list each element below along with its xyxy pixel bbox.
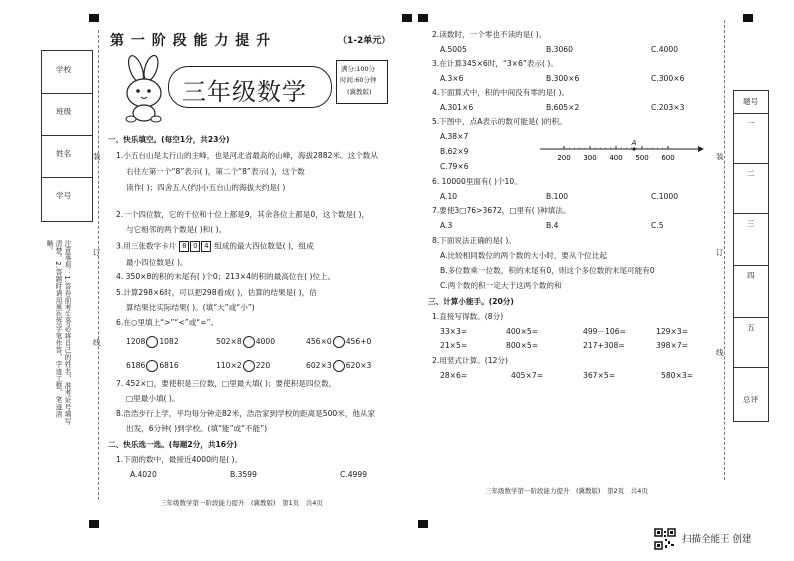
- option-b: B.3060: [546, 45, 573, 54]
- number-line-point: [632, 147, 635, 150]
- compare-item: [306, 360, 371, 372]
- exam-info-box: [336, 60, 388, 104]
- compare-left: 6186: [126, 361, 146, 370]
- vertical-calc-item: 405×7=: [511, 371, 544, 380]
- compare-circle[interactable]: [243, 360, 255, 372]
- compare-right: 6816: [159, 361, 179, 370]
- score-row-4: [734, 265, 768, 318]
- compare-left: 602×3: [306, 361, 332, 370]
- question-1-line3: 读作( )；四舍五入(约)小五台山的海拔大约是( ): [126, 183, 286, 192]
- compare-right: 1082: [159, 337, 179, 346]
- score-row-label: 二: [747, 169, 755, 178]
- option-b: B.4: [546, 221, 559, 230]
- calc-item: 33×3=: [440, 327, 468, 336]
- number-line-tick-label: 300: [583, 154, 597, 162]
- compare-circle[interactable]: [146, 336, 158, 348]
- option-a: A.3: [440, 221, 453, 230]
- option-c: C.5: [651, 221, 664, 230]
- vertical-calc-item: 367×5=: [583, 371, 616, 380]
- option-a: A.3×6: [440, 74, 464, 83]
- choice-question-1: 1.下面的数中，最接近4000的是( )。: [116, 455, 243, 464]
- section-2-title: 二、快乐选一选。(每题2分，共16分): [108, 440, 238, 449]
- score-row-label: 四: [747, 271, 755, 280]
- binding-char: 线: [716, 348, 724, 357]
- info-field-class: [42, 93, 92, 136]
- calc-item: 499－106=: [583, 327, 626, 336]
- compare-item: [216, 360, 270, 372]
- score-total: [734, 367, 768, 419]
- option-c: C.4999: [340, 470, 368, 479]
- section-1-title: 一、快乐填空。(每空1分，共23分): [108, 135, 230, 144]
- option-b: B.多位数乘一位数，积的末尾有0，则这个多位数的末尾可能有0: [440, 266, 655, 275]
- option-a: A.5005: [440, 45, 467, 54]
- binding-line: [98, 30, 99, 500]
- question-1: 1.小五台山是太行山的主峰，也是河北省最高的山峰，海拔2882米。这个数从: [116, 151, 378, 160]
- option-b: B.605×2: [546, 103, 580, 112]
- registration-mark: [89, 14, 99, 22]
- info-field-number: [42, 177, 92, 220]
- compare-item: [126, 336, 179, 348]
- option-c: C.1000: [651, 192, 679, 201]
- binding-line: [724, 20, 725, 480]
- choice-question-7: 7.要使3□76>3672，□里有( )种填法。: [432, 206, 571, 215]
- number-line-tick-label: 500: [635, 154, 649, 162]
- choice-question-2: 2.读数时，一个零也不读的是( )。: [432, 30, 547, 39]
- score-table-header-text: 题号: [743, 97, 759, 106]
- question-1-line2: 右往左第一个“8”表示( )，第二个“8”表示( )，这个数: [126, 167, 305, 176]
- registration-mark: [743, 14, 753, 22]
- info-field-name: [42, 135, 92, 178]
- digit-card: 4: [201, 241, 211, 252]
- number-line-tick-label: 400: [609, 154, 623, 162]
- calc-item: 800×5=: [506, 341, 539, 350]
- question-7-line2: □里最小填( )。: [126, 394, 180, 403]
- compare-left: 502×8: [216, 337, 242, 346]
- watermark-text: 扫描全能王 创建: [682, 534, 752, 545]
- calc-item: 129×3=: [656, 327, 689, 336]
- compare-circle[interactable]: [146, 360, 158, 372]
- registration-mark: [418, 14, 428, 22]
- compare-item: [216, 336, 275, 348]
- score-row-label: 三: [747, 219, 755, 228]
- question-6: 6.在○里填上“>”“<”或“=”。: [116, 318, 219, 327]
- binding-char: 装: [93, 152, 101, 161]
- option-a: A.4020: [130, 470, 157, 479]
- question-3-prefix: 3.用三张数字卡片: [116, 241, 177, 251]
- calc-subsection-1: 1.直接写得数。(8分): [432, 312, 504, 321]
- score-info: 满分:100分: [341, 65, 376, 73]
- score-row-2: [734, 163, 768, 214]
- exam-notice: 注意事项：1.答卷前考生务必将自己的姓名、准考证号填写清楚。2.答题时请用黑色签字笔作答，字迹工整、笔迹清晰。: [45, 240, 71, 425]
- field-label: 姓名: [56, 149, 72, 158]
- question-3-suffix: 组成的最大四位数是( )，组成: [214, 241, 314, 251]
- choice-question-8: 8.下面说法正确的是( )。: [432, 236, 516, 245]
- unit-range: （1-2单元）: [338, 36, 391, 46]
- compare-right: 4000: [255, 337, 276, 346]
- compare-left: 456×0: [306, 337, 332, 346]
- question-2-line2: 与它相邻的两个数是( )和( )。: [126, 225, 227, 234]
- registration-mark: [418, 520, 428, 528]
- option-a: A.比较相同数位的两个数的大小时，要从个位比起: [440, 251, 607, 260]
- question-3-line2: 最小四位数是( )。: [126, 258, 188, 267]
- option-c: C.300×6: [651, 74, 685, 83]
- choice-question-5: 5.下图中，点A表示的数可能是( )的积。: [432, 117, 567, 126]
- score-row-label: 五: [747, 323, 755, 332]
- choice-question-4: 4.下面算式中，积的中间没有零的是( )。: [432, 88, 570, 97]
- page-title: 第 一 阶 段 能 力 提 升: [110, 33, 272, 49]
- compare-circle[interactable]: [333, 360, 345, 372]
- option-b: B.100: [546, 192, 569, 201]
- score-row-label: 一: [747, 119, 755, 128]
- compare-circle[interactable]: [243, 336, 255, 348]
- calc-item: 400×5=: [506, 327, 539, 336]
- compare-item: [126, 360, 179, 372]
- question-4: 4. 350×8的积的末尾有( )个0；213×4的积的最高位在( )位上。: [116, 272, 336, 281]
- option-a: A.301×6: [440, 103, 474, 112]
- compare-right: 220: [255, 361, 271, 370]
- number-line: [538, 136, 708, 166]
- choice-question-6: 6. 10000里面有( )个10。: [432, 177, 522, 186]
- option-b: B.3599: [230, 470, 257, 479]
- digit-card: 8: [179, 241, 189, 252]
- qr-code-icon: [654, 528, 676, 550]
- number-line-tick-label: 200: [557, 154, 571, 162]
- question-8-line2: 出发，6分钟( )到学校。(填“能”或“不能”): [126, 424, 268, 433]
- calc-subsection-2: 2.用竖式计算。(12分): [432, 356, 508, 365]
- question-2: 2.一个四位数，它的千位和十位上都是9，其余各位上都是0，这个数是( )，: [116, 210, 370, 219]
- score-table-header: [734, 91, 768, 114]
- option-a: A.10: [440, 192, 458, 201]
- question-5-line2: 算结果比实际结果( )。(填“大”或“小”): [126, 303, 255, 312]
- edition-info: (冀教版): [347, 88, 372, 96]
- binding-char: 订: [93, 248, 101, 257]
- field-label: 学号: [56, 191, 72, 200]
- score-row-3: [734, 213, 768, 266]
- calc-item: 21×5=: [440, 341, 468, 350]
- vertical-calc-item: 580×3=: [661, 371, 694, 380]
- subject-title: 三年级数学: [182, 78, 307, 106]
- question-7: 7. 452×□，要使积是三位数，□里最大填( )；要使积是四位数，: [116, 379, 337, 388]
- digit-card: 0: [190, 241, 200, 252]
- bunny-mascot-icon: [118, 55, 170, 123]
- score-total-label: 总评: [743, 395, 759, 404]
- binding-char: 装: [716, 152, 724, 161]
- number-line-tick-label: 600: [661, 154, 675, 162]
- binding-char: 订: [716, 248, 724, 257]
- score-row-5: [734, 317, 768, 368]
- compare-left: 110×2: [216, 361, 242, 370]
- calc-item: 217+308=: [583, 341, 625, 350]
- option-b: B.300×6: [546, 74, 580, 83]
- option-c: C.79×6: [440, 162, 469, 171]
- compare-right: 620×3: [345, 361, 372, 370]
- field-label: 班级: [56, 107, 72, 116]
- score-row-1: [734, 113, 768, 164]
- binding-char: 线: [93, 338, 101, 347]
- compare-left: 1208: [126, 337, 146, 346]
- page-footer: 三年级数学第一阶段能力提升 (冀教版) 第1页 共4页: [160, 499, 323, 507]
- option-a: A.38×7: [440, 132, 469, 141]
- question-3: [116, 241, 314, 252]
- calc-item: 398×7=: [656, 341, 689, 350]
- number-line-point-label: A: [631, 139, 637, 147]
- registration-mark: [402, 14, 412, 22]
- question-5: 5.计算298×6时，可以把298看成( )，估算的结果是( )，估: [116, 288, 317, 297]
- info-field-school: [42, 51, 92, 94]
- compare-item: [306, 336, 371, 348]
- compare-right: 456+0: [345, 337, 372, 346]
- page-footer: 三年级数学第一阶段能力提升 (冀教版) 第2页 共4页: [485, 487, 648, 495]
- compare-circle[interactable]: [333, 336, 345, 348]
- time-info: 时间:60分钟: [340, 76, 377, 84]
- option-c: C.203×3: [651, 103, 685, 112]
- section-3-title: 三、计算小能手。(20分): [428, 297, 514, 306]
- student-info-strip: [41, 50, 93, 222]
- registration-mark: [89, 520, 99, 528]
- choice-question-3: 3.在计算345×6时，“3×6”表示( )。: [432, 59, 558, 68]
- option-c: C.两个数的积一定大于这两个数的和: [440, 281, 562, 290]
- option-b: B.62×9: [440, 147, 469, 156]
- score-table: [733, 90, 769, 422]
- vertical-calc-item: 28×6=: [440, 371, 468, 380]
- field-label: 学校: [56, 65, 72, 74]
- question-8: 8.浩浩步行上学，平均每分钟走82米，浩浩家到学校的距离是500米，他从家: [116, 409, 376, 418]
- option-c: C.4000: [651, 45, 679, 54]
